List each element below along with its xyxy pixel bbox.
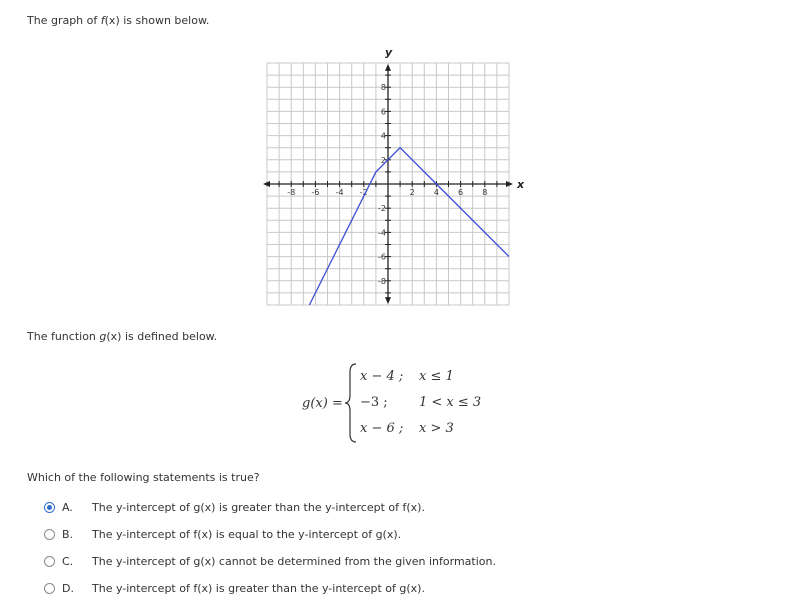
piecewise-equals: =: [332, 396, 343, 411]
definition-suffix: (x) is defined below.: [106, 330, 218, 343]
question-text: Which of the following statements is true?: [27, 471, 260, 484]
x-tick-label: 2: [409, 188, 415, 197]
option-c-radio[interactable]: [44, 556, 55, 567]
piece-1-cond: x ≤ 1: [419, 369, 454, 384]
option-d-text: The y-intercept of f(x) is greater than the y-intercept of g(x).: [92, 581, 425, 595]
option-d[interactable]: [44, 578, 425, 598]
y-tick-label: -4: [378, 228, 386, 238]
y-axis-label: y: [385, 46, 393, 59]
option-a-letter: A.: [62, 500, 73, 514]
y-axis-arrow-up: [385, 64, 391, 71]
x-tick-label: -2: [359, 188, 368, 197]
y-tick-label: -6: [378, 252, 386, 262]
option-b-letter: B.: [62, 527, 74, 541]
definition-prefix: The function: [27, 330, 100, 343]
y-tick-label: 6: [380, 107, 386, 117]
definition-text: [27, 330, 217, 343]
x-tick-label: -4: [335, 188, 344, 197]
option-c-letter: C.: [62, 554, 74, 568]
x-tick-label: -6: [311, 188, 320, 197]
graph-axes: [263, 64, 513, 304]
piece-3-expr: x − 6 ;: [360, 421, 404, 436]
y-tick-label: -2: [378, 204, 386, 214]
function-graph: [262, 44, 532, 310]
x-tick-label: 6: [458, 188, 464, 197]
y-axis-arrow-down: [385, 297, 391, 304]
intro-text: [27, 14, 209, 27]
intro-prefix: The graph of: [27, 14, 101, 27]
y-tick-label: 2: [380, 155, 386, 165]
x-tick-label: 8: [482, 188, 488, 197]
option-b-radio[interactable]: [44, 529, 55, 540]
option-b-text: The y-intercept of f(x) is equal to the y-intercept of g(x).: [92, 527, 402, 541]
piece-3-cond: x > 3: [419, 421, 454, 436]
y-tick-label: 8: [380, 83, 386, 93]
option-a-text: The y-intercept of g(x) is greater than the y-intercept of f(x).: [92, 500, 425, 514]
piece-2-cond: 1 < x ≤ 3: [419, 395, 482, 410]
option-a[interactable]: [44, 497, 425, 517]
option-d-radio[interactable]: [44, 583, 55, 594]
option-b[interactable]: [44, 524, 401, 544]
x-tick-label: 4: [433, 188, 439, 197]
definition-fn: g: [99, 330, 107, 343]
piecewise-lhs: g(x): [302, 396, 328, 411]
intro-fn: f: [100, 14, 105, 27]
piece-1-expr: x − 4 ;: [360, 369, 404, 384]
piecewise-brace: [344, 362, 358, 444]
option-c[interactable]: [44, 551, 496, 571]
y-tick-label: -8: [378, 276, 386, 286]
intro-suffix: (x) is shown below.: [104, 14, 210, 27]
x-tick-label: -8: [287, 188, 296, 197]
x-axis-label: x: [517, 178, 525, 191]
option-a-radio[interactable]: [44, 502, 55, 513]
option-c-text: The y-intercept of g(x) cannot be determined from the given information.: [92, 554, 496, 568]
y-tick-label: 4: [380, 131, 386, 141]
piece-2-expr: −3 ;: [360, 395, 388, 410]
option-d-letter: D.: [62, 581, 74, 595]
